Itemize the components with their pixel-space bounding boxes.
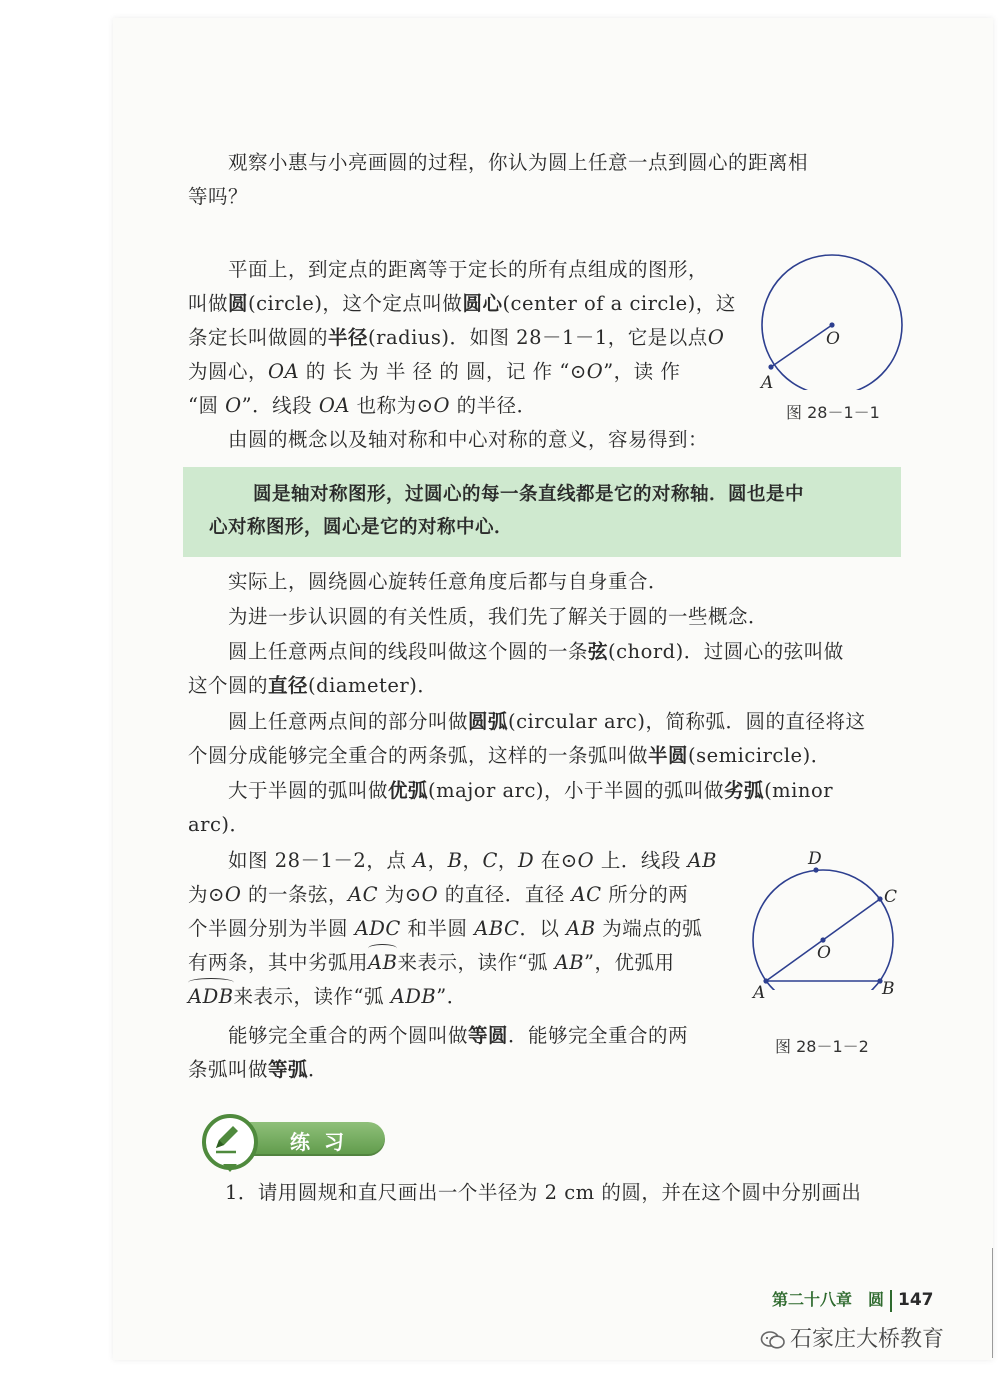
page-number: 147 [898,1290,934,1310]
def-line-4: 为圆心，OA 的 长 为 半 径 的 圆，记 作 “⊙O”，读 作 [188,360,681,383]
practice-badge-pointer [223,1164,237,1172]
footer-separator [890,1290,892,1312]
fig2-label-d: D [808,849,823,869]
theorem-box [183,467,901,557]
body-p5-line-2: arc)． [188,813,250,836]
example-line-1: 如图 28－1－2，点 A，B，C，D 在⊙O 上．线段 AB [228,849,717,872]
fig1-label-o: O [826,329,841,349]
def-line-1: 平面上，到定点的距离等于定长的所有点组成的图形， [228,258,709,281]
intro-line-2: 等吗？ [188,185,249,208]
def-line-3: 条定长叫做圆的半径(radius)．如图 28－1－1，它是以点O [188,326,725,349]
radius-oa [771,325,832,367]
practice-badge [202,1114,258,1170]
theorem-line-2: 心对称图形，圆心是它的对称中心． [209,517,514,538]
page-footer [772,1287,934,1312]
arc-adb-notation: ADB [188,980,234,1014]
page-edge-line [992,1248,993,1358]
arc-ab-notation: AB [368,946,397,980]
fig2-caption: 图 28－1－2 [775,1037,869,1056]
intro-line-1: 观察小惠与小亮画圆的过程，你认为圆上任意一点到圆心的距离相 [228,151,809,174]
body-p1: 实际上，圆绕圆心旋转任意角度后都与自身重合． [228,570,669,593]
def-line-5: “圆 O”．线段 OA 也称为⊙O 的半径． [188,394,537,417]
def-line-2: 叫做圆(circle)，这个定点叫做圆心(center of a circle)，这 [188,292,736,315]
body-p3-line-1: 圆上任意两点间的线段叫做这个圆的一条弦(chord)．过圆心的弦叫做 [228,640,844,663]
exercise-1: 1．请用圆规和直尺画出一个半径为 2 cm 的圆，并在这个圆中分别画出 [225,1181,862,1204]
body-p4-line-2: 个圆分成能够完全重合的两条弧，这样的一条弧叫做半圆(semicircle)． [188,744,831,767]
theorem-line-1: 圆是轴对称图形，过圆心的每一条直线都是它的对称轴．圆也是中 [253,484,805,505]
example-line-5: ADB来表示，读作“弧 ADB”． [188,980,467,1014]
fig2-label-o: O [817,943,832,963]
fig2-label-c: C [884,887,898,907]
def-line-6: 由圆的概念以及轴对称和中心对称的意义，容易得到： [228,428,709,451]
watermark-text: 石家庄大桥教育 [790,1327,945,1352]
fig2-label-a: A [753,983,766,1003]
fig1-caption: 图 28－1－1 [786,403,880,422]
pencil-icon [206,1118,246,1158]
practice-title: 练习 [290,1130,358,1154]
body-p5-line-1: 大于半圆的弧叫做优弧(major arc)，小于半圆的弧叫做劣弧(minor [228,779,834,802]
wechat-icon [760,1330,786,1350]
watermark [760,1322,944,1353]
circle-o-2 [753,870,893,990]
fig2-label-b: B [882,979,895,999]
chapter-title: 第二十八章 圆 [772,1290,885,1309]
body-p2: 为进一步认识圆的有关性质，我们先了解关于圆的一些概念． [228,605,769,628]
body-p3-line-2: 这个圆的直径(diameter)． [188,674,438,697]
figure-28-1-2 [745,860,905,990]
example-line-4: 有两条，其中劣弧用AB来表示，读作“弧 AB”，优弧用 [188,946,675,980]
example-line-3: 个半圆分别为半圆 ADC 和半圆 ABC．以 AB 为端点的弧 [188,917,703,940]
example-line-6: 能够完全重合的两个圆叫做等圆．能够完全重合的两 [228,1024,689,1047]
point-c [877,896,882,901]
practice-header [180,1114,385,1164]
body-p4-line-1: 圆上任意两点间的部分叫做圆弧(circular arc)，简称弧．圆的直径将这 [228,710,866,733]
example-line-2: 为⊙O 的一条弦，AC 为⊙O 的直径．直径 AC 所分的两 [188,883,689,906]
example-line-7: 条弧叫做等弧． [188,1058,329,1081]
figure-28-1-1 [755,250,915,390]
fig1-label-a: A [761,373,774,393]
